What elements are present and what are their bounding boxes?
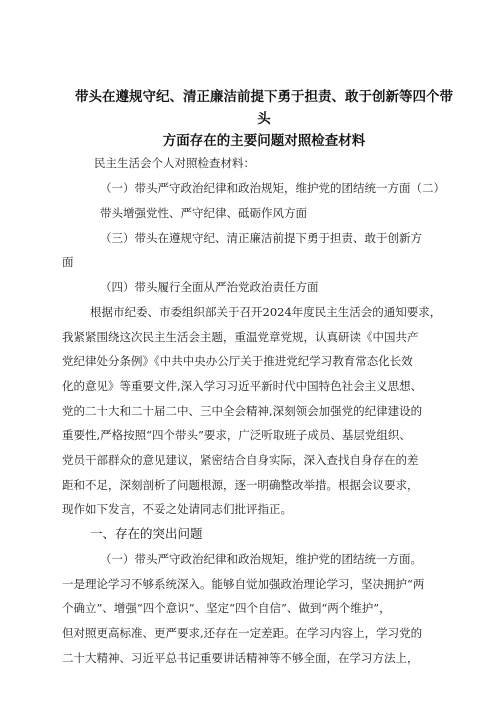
paragraph-2-line-3: 但对照更高标准、更严要求,还存在一定差距。在学习内容上，学习党的 xyxy=(62,626,423,640)
document-title xyxy=(74,86,454,152)
intro-text: 民主生活会个人对照检查材料： xyxy=(94,156,255,170)
paragraph-1-line-4: 化的意见》等重要文件,深入学习习近平新时代中国特色社会主义思想、 xyxy=(62,379,423,393)
section-1-heading: 一、存在的突出问题 xyxy=(90,526,203,541)
paragraph-1-line-7: 党员干部群众的意见建议，紧密结合自身实际，深入查找自身存在的差 xyxy=(62,453,419,467)
title-line-2: 方面存在的主要问题对照检查材料 xyxy=(162,133,366,149)
paragraph-1-line-1: 根据市纪委、市委组织部关于召开2024年度民主生活会的通知要求， xyxy=(90,305,442,319)
paragraph-1-line-5: 党的二十大和二十届二中、三中全会精神,深刻领会加强党的纪律建设的 xyxy=(62,404,423,418)
outline-item-3: （三）带头在遵规守纪、清正廉洁前提下勇于担责、敢于创新方 xyxy=(100,231,422,245)
paragraph-1-line-6: 重要性,严格按照“四个带头”要求，广泛听取班子成员、基层党组织、 xyxy=(62,428,411,442)
section-1-subheading: （一）带头严守政治纪律和政治规矩，维护党的团结统一方面。 xyxy=(100,552,422,566)
paragraph-2-line-4: 二十大精神、习近平总书记重要讲话精神等不够全面，在学习方法上， xyxy=(62,651,419,665)
paragraph-2-line-2: 个确立”、增强“四个意识”、坚定“四个自信”、做到“两个维护”， xyxy=(62,601,391,615)
paragraph-1-line-8: 距和不足，深刻剖析了问题根源，逐一明确整改举措。根据会议要求， xyxy=(62,478,419,492)
outline-item-1-cont: 带头增强党性、严守纪律、砥砺作风方面 xyxy=(100,206,307,220)
paragraph-1-line-2: 我紧紧围绕这次民主生活会主题，重温党章党规，认真研读《中国共产 xyxy=(62,330,419,344)
paragraph-2-line-1: 一是理论学习不够系统深入。能够自觉加强政治理论学习，坚决拥护“两 xyxy=(62,577,425,591)
title-line-1: 带头在遵规守纪、清正廉洁前提下勇于担责、敢于创新等四个带头 xyxy=(75,89,453,127)
outline-item-1: （一）带头严守政治纪律和政治规矩，维护党的团结统一方面（二） xyxy=(100,181,445,195)
paragraph-1-line-9: 现作如下发言，不妥之处请同志们批评指正。 xyxy=(62,502,292,516)
outline-item-3-cont: 面 xyxy=(62,255,74,269)
outline-item-4: （四）带头履行全面从严治党政治责任方面 xyxy=(100,280,319,294)
paragraph-1-line-3: 党纪律处分条例》《中共中央办公厅关于推进党纪学习教育常态化长效 xyxy=(62,354,413,368)
